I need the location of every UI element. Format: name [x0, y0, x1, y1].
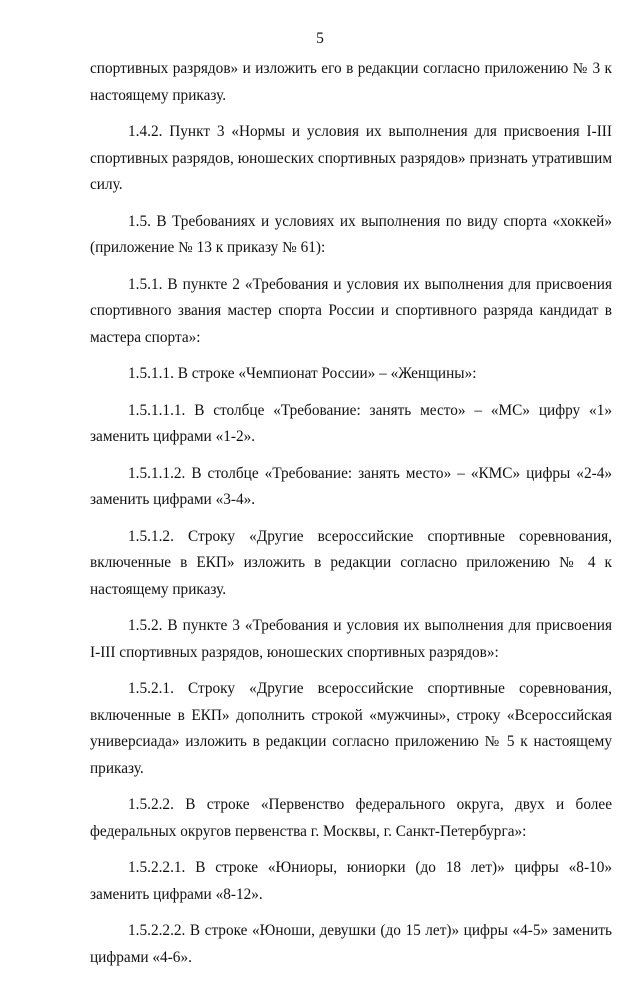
- paragraph-1-4-2: 1.4.2. Пункт 3 «Нормы и условия их выполнения для присвоения I-III спортивных разрядов, юношеских спортивных разрядов» признать утратившим силу.: [90, 123, 612, 193]
- paragraph-1-5-2-1: 1.5.2.1. Строку «Другие всероссийские спортивные соревнования, включенные в ЕКП» дополнить строкой «мужчины», строку «Всероссийская универсиада» изложить в редакции согласно приложению № 5 к настоящему приказу.: [90, 680, 612, 777]
- paragraph-1-5-1-1: 1.5.1.1. В строке «Чемпионат России» – «Женщины»:: [128, 365, 477, 382]
- paragraph-1-5-2-2: 1.5.2.2. В строке «Первенство федерального округа, двух и более федеральных округов первенства г. Москвы, г. Санкт-Петербурга»:: [90, 796, 612, 840]
- paragraph-1-5-2: 1.5.2. В пункте 3 «Требования и условия их выполнения для присвоения I-III спортивных разрядов, юношеских спортивных разрядов»:: [90, 617, 612, 661]
- document-body: [90, 56, 612, 981]
- paragraph-1-5-2-2-2: 1.5.2.2.2. В строке «Юноши, девушки (до 15 лет)» цифры «4-5» заменить цифрами «4-6».: [90, 922, 612, 966]
- paragraph-1-5-1-2: 1.5.1.2. Строку «Другие всероссийские спортивные соревнования, включенные в ЕКП» изложить в редакции согласно приложению № 4 к настоящему приказу.: [90, 527, 612, 598]
- paragraph-1-5-1-1-2: 1.5.1.1.2. В столбце «Требование: занять место» – «КМС» цифры «2-4» заменить цифрами «3-4».: [90, 464, 612, 508]
- paragraph-1-5-1-1-1: 1.5.1.1.1. В столбце «Требование: занять место» – «МС» цифру «1» заменить цифрами «1-2».: [90, 401, 612, 445]
- paragraph-1-5-2-2-1: 1.5.2.2.1. В строке «Юниоры, юниорки (до 18 лет)» цифры «8-10» заменить цифрами «8-12».: [90, 859, 612, 903]
- page-number: 5: [316, 30, 324, 47]
- paragraph-1-5-1: 1.5.1. В пункте 2 «Требования и условия их выполнения для присвоения спортивного звания мастер спорта России и спортивного разряда кандидат в мастера спорта»:: [90, 275, 612, 346]
- paragraph-continuation: спортивных разрядов» и изложить его в редакции согласно приложению № 3 к настоящему приказу.: [90, 60, 612, 104]
- paragraph-1-5: 1.5. В Требованиях и условиях их выполнения по виду спорта «хоккей» (приложение № 13 к приказу № 61):: [90, 212, 612, 256]
